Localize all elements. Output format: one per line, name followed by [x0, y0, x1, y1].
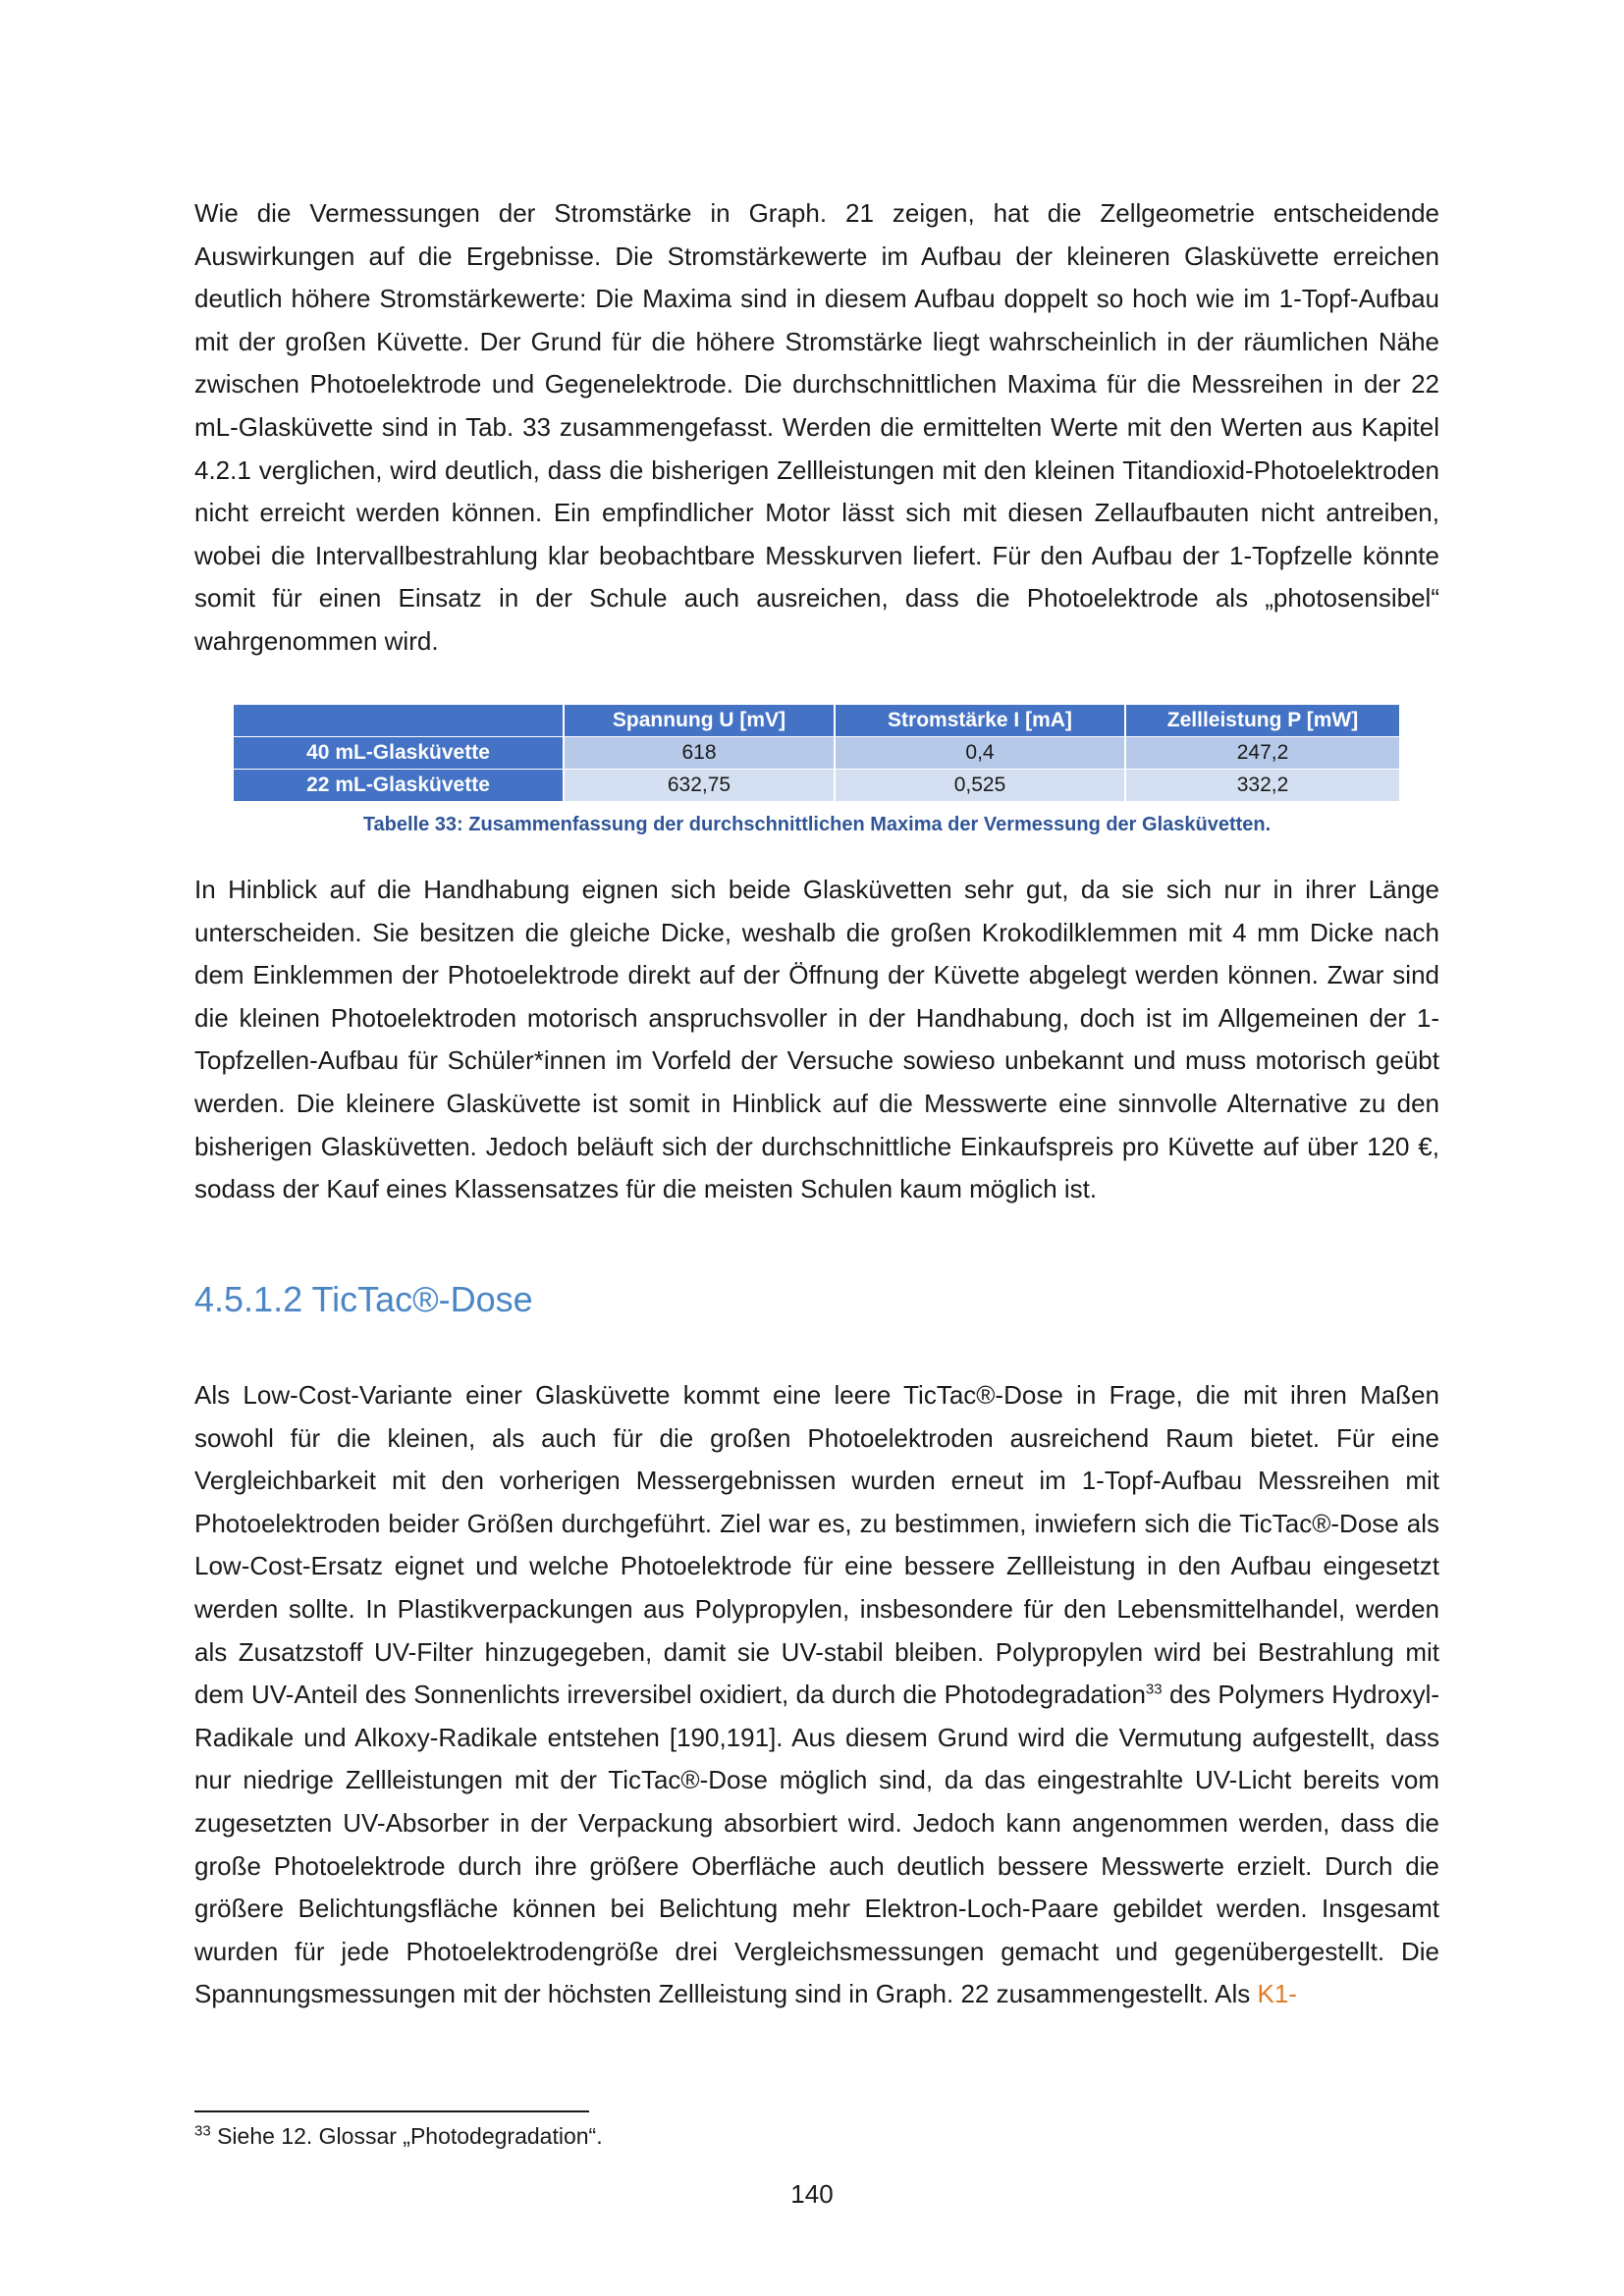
results-table-container: [234, 705, 1400, 802]
paragraph-handling: In Hinblick auf die Handhabung eignen sich beide Glasküvetten sehr gut, da sie sich nur in ihrer Länge unterscheiden. Sie besitzen die gleiche Dicke, weshalb die großen Krokodilklemmen mit 4 mm Dicke nach dem Einklemmen der Photoelektrode direkt auf der Öffnung der Küvette abgelegt werden können. Zwar sind die kleinen Photoelektroden motorisch anspruchsvoller in der Handhabung, doch ist im Allgemeinen der 1-Topfzellen-Aufbau für Schüler*innen im Vorfeld der Versuche sowieso unbekannt und muss motorisch geübt werden. Die kleinere Glasküvette ist somit in Hinblick auf die Messwerte eine sinnvolle Alternative zu den bisherigen Glasküvetten. Jedoch beläuft sich der durchschnittliche Einkaufspreis pro Küvette auf über 120 €, sodass der Kauf eines Klassensatzes für die meisten Schulen kaum möglich ist.: [194, 875, 1439, 1204]
footnote-text: Siehe 12. Glossar „Photodegradation“.: [210, 2123, 603, 2149]
table-caption: Tabelle 33: Zusammenfassung der durchschnittlichen Maxima der Vermessung der Glasküvetten.: [362, 814, 1272, 835]
table-cell: 0,4: [835, 737, 1125, 770]
table-header-cell: [234, 705, 564, 737]
footnote-mark: 33: [194, 2122, 211, 2140]
results-table: [234, 705, 1401, 802]
table-header-cell: Zellleistung P [mW]: [1125, 705, 1400, 737]
footnote-reference[interactable]: 33: [1145, 1681, 1163, 1698]
table-cell: 0,525: [835, 770, 1125, 802]
footnote: [194, 2120, 603, 2152]
row-label: 40 mL-Glasküvette: [234, 737, 564, 770]
paragraph-text: Als Low-Cost-Variante einer Glasküvette kommt eine leere TicTac®-Dose in Frage, die mit ihren Maßen sowohl für die kleinen, als auch für die großen Photoelektroden ausreichend Raum bietet. Für eine Vergleichbarkeit mit den vorherigen Messergebnissen wurden erneut im 1-Topf-Aufbau Messreihen mit Photoelektroden beider Größen durchgeführt. Ziel war es, zu bestimmen, inwiefern sich die TicTac®-Dose als Low-Cost-Ersatz eignet und welche Photoelektrode für eine bessere Zellleistung in den Aufbau eingesetzt werden sollte. In Plastikverpackungen aus Polypropylen, insbesondere für den Lebensmittelhandel, werden als Zusatzstoff UV-Filter hinzugegeben, damit sie UV-stabil bleiben. Polypropylen wird bei Bestrahlung mit dem UV-Anteil des Sonnenlichts irreversibel oxidiert, da durch die Photodegradation: [194, 1380, 1439, 1710]
table-row: [234, 737, 1400, 770]
table-cell: 618: [564, 737, 835, 770]
paragraph-current-measurement: Wie die Vermessungen der Stromstärke in Graph. 21 zeigen, hat die Zellgeometrie entscheidende Auswirkungen auf die Ergebnisse. Die Stromstärkewerte im Aufbau der kleineren Glasküvette erreichen deutlich höhere Stromstärkewerte: Die Maxima sind in diesem Aufbau doppelt so hoch wie im 1-Topf-Aufbau mit der großen Küvette. Der Grund für die höhere Stromstärke liegt wahrscheinlich in der räumlichen Nähe zwischen Photoelektrode und Gegenelektrode. Die durchschnittlichen Maxima für die Messreihen in der 22 mL-Glasküvette sind in Tab. 33 zusammengefasst. Werden die ermittelten Werte mit den Werten aus Kapitel 4.2.1 verglichen, wird deutlich, dass die bisherigen Zellleistungen mit den kleinen Titandioxid-Photoelektroden nicht erreicht werden können. Ein empfindlicher Motor lässt sich mit diesen Zellaufbauten nicht antreiben, wobei die Intervallbestrahlung klar beobachtbare Messkurven liefert. Für den Aufbau der 1-Topfzelle könnte somit für einen Einsatz in der Schule auch ausreichen, dass die Photoelektrode als „photosensibel“ wahrgenommen wird.: [194, 198, 1439, 656]
row-label: 22 mL-Glasküvette: [234, 770, 564, 802]
table-header-row: [234, 705, 1400, 737]
table-cell: 332,2: [1125, 770, 1400, 802]
table-row: [234, 770, 1400, 802]
table-cell: 247,2: [1125, 737, 1400, 770]
paragraph-tictac: [194, 1374, 1439, 2016]
page-number: 140: [790, 2179, 834, 2209]
table-header-cell: Spannung U [mV]: [564, 705, 835, 737]
section-heading: 4.5.1.2 TicTac®-Dose: [194, 1279, 533, 1319]
cross-reference-link[interactable]: K1-: [1257, 1979, 1297, 2009]
table-cell: 632,75: [564, 770, 835, 802]
table-header-cell: Stromstärke I [mA]: [835, 705, 1125, 737]
footnote-divider: [194, 2110, 589, 2112]
paragraph-text: des Polymers Hydroxyl-Radikale und Alkoxy-Radikale entstehen [190,191]. Aus diesem Grund wird die Vermutung aufgestellt, dass nur niedrige Zellleistungen mit der TicTac®-Dose möglich sind, da das eingestrahlte UV-Licht bereits vom zugesetzten UV-Absorber in der Verpackung absorbiert wird. Jedoch kann angenommen werden, dass die große Photoelektrode durch ihre größere Oberfläche auch deutlich bessere Messwerte erzielt. Durch die größere Belichtungsfläche können bei Belichtung mehr Elektron-Loch-Paare gebildet werden. Insgesamt wurden für jede Photoelektrodengröße drei Vergleichsmessungen gemacht und gegenübergestellt. Die Spannungsmessungen mit der höchsten Zellleistung sind in Graph. 22 zusammengestellt. Als: [194, 1680, 1440, 2009]
